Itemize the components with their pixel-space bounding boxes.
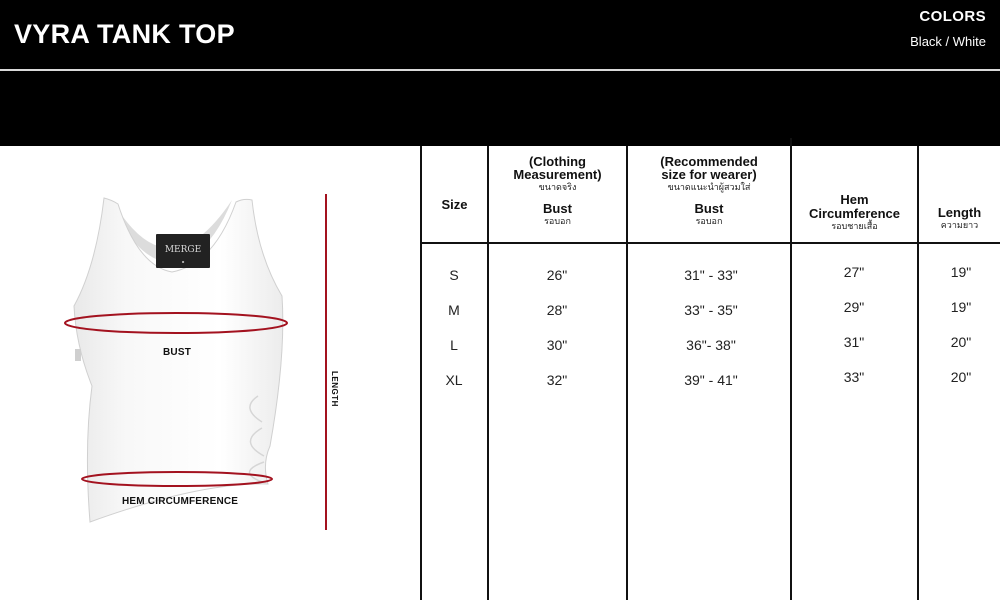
recommended-cell: 39" - 41" [684,372,738,388]
length-header: Length ความยาว [937,205,982,230]
length-cell: 20" [950,334,972,350]
length-cell: 20" [950,369,972,385]
product-title: VYRA TANK TOP [14,19,235,49]
size-header: Size [441,197,468,212]
length-label: LENGTH [330,371,339,407]
garment-illustration [0,146,420,600]
hem-circumference-header: Hem Circumference รอบชายเสื้อ [808,192,901,231]
header-bar [0,0,1000,146]
size-cell: M [448,302,460,318]
recommended-cell: 36"- 38" [686,337,736,353]
hem-cell: 27" [843,264,865,280]
bust-cell: 26" [546,267,568,283]
header-divider [0,69,1000,71]
length-cell: 19" [950,299,972,315]
size-cell: XL [445,372,463,388]
size-cell: S [449,267,459,283]
size-cell: L [450,337,458,353]
tank-top-drawing [0,146,420,600]
hem-cell: 29" [843,299,865,315]
hem-circumference-label: HEM CIRCUMFERENCE [122,496,239,507]
svg-text:▪: ▪ [181,259,185,264]
recommended-cell: 33" - 35" [684,302,738,318]
colors-value: Black / White [910,34,986,49]
bust-label: BUST [163,347,192,358]
recommended-cell: 31" - 33" [684,267,738,283]
length-cell: 19" [950,264,972,280]
bust-cell: 32" [546,372,568,388]
hem-cell: 31" [843,334,865,350]
brand-logo: MERGE [164,245,202,255]
size-chart-table [420,146,1000,600]
hem-cell: 33" [843,369,865,385]
recommended-size-header: (Recommended size for wearer) ขนาดแนะนำผู้สวมใส่ Bust รอบอก [660,154,758,226]
clothing-measurement-header: (Clothing Measurement) ขนาดจริง Bust รอบอก [513,154,602,226]
colors-label: COLORS [919,8,986,25]
bust-cell: 30" [546,337,568,353]
bust-cell: 28" [546,302,568,318]
